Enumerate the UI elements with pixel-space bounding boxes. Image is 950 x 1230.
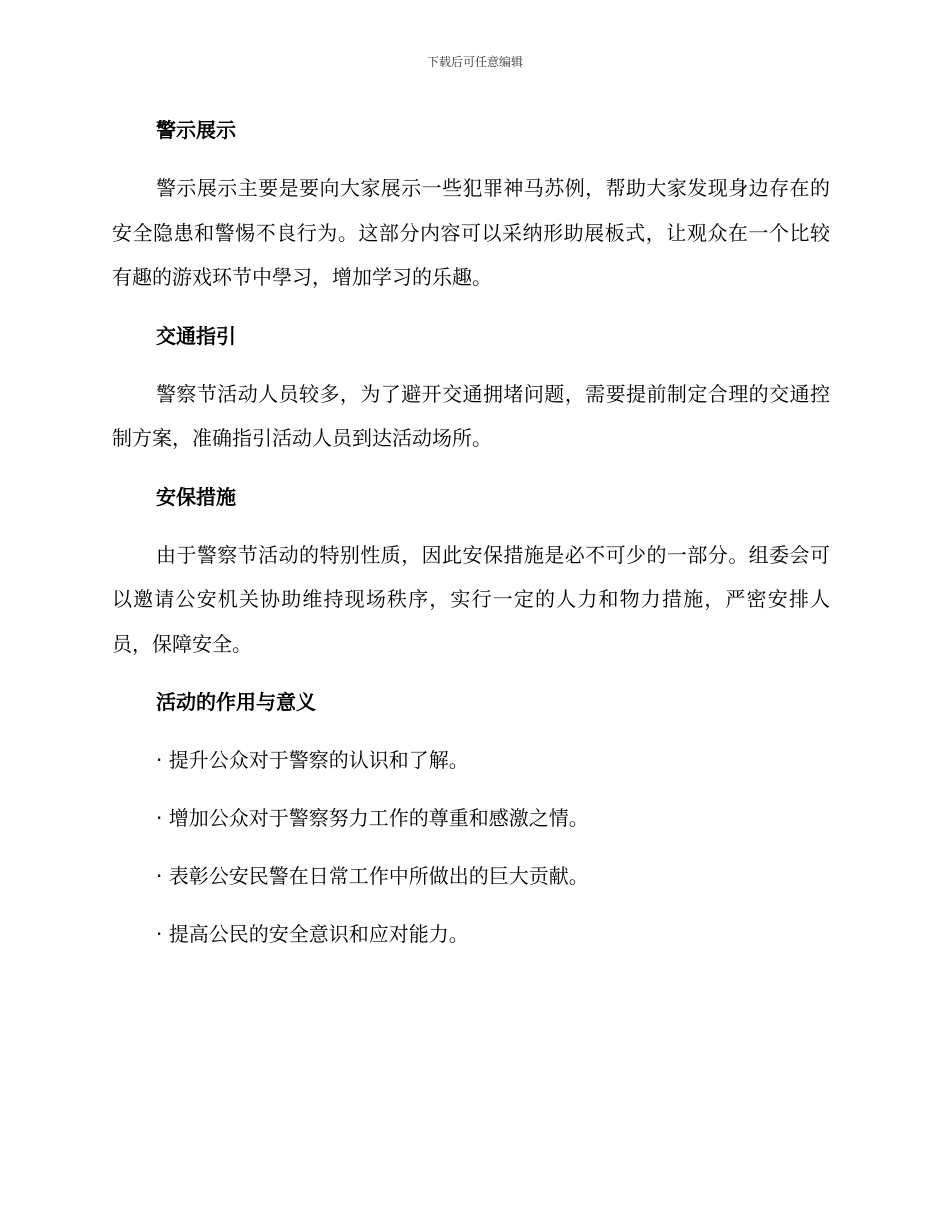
section-body-traffic-guide: 警察节活动人员较多，为了避开交通拥堵问题，需要提前制定合理的交通控制方案，准确指引活动人员到达活动场所。	[112, 381, 830, 450]
spacer	[112, 358, 830, 372]
significance-list-item: · 增加公众对于警察努力工作的尊重和感激之情。	[156, 806, 589, 830]
document-body	[112, 108, 830, 970]
page-header: 下载后可任意编辑	[426, 55, 523, 69]
significance-list-item: · 表彰公安民警在日常工作中所做出的巨大贡献。	[156, 864, 589, 888]
section-heading-traffic-guide: 交通指引	[156, 323, 236, 348]
section-heading-security-measures: 安保措施	[156, 484, 236, 509]
significance-list-item: · 提升公众对于警察的认识和了解。	[156, 748, 469, 772]
spacer	[112, 519, 830, 533]
significance-list-item: · 提高公民的安全意识和应对能力。	[156, 922, 469, 946]
spacer	[112, 724, 830, 738]
spacer	[112, 152, 830, 166]
section-body-security-measures: 由于警察节活动的特别性质，因此安保措施是必不可少的一部分。组委会可以邀请公安机关协助维持现场秩序，实行一定的人力和物力措施，严密安排人员，保障安全。	[112, 542, 830, 656]
section-heading-warning-display: 警示展示	[156, 118, 236, 142]
section-heading-significance: 活动的作用与意义	[156, 690, 316, 714]
section-body-warning-display: 警示展示主要是要向大家展示一些犯罪神马苏例，帮助大家发现身边存在的安全隐患和警惕不良行为。这部分内容可以采纳形助展板式，让观众在一个比较有趣的游戏环节中學习，增加学习的乐趣。	[112, 176, 830, 289]
